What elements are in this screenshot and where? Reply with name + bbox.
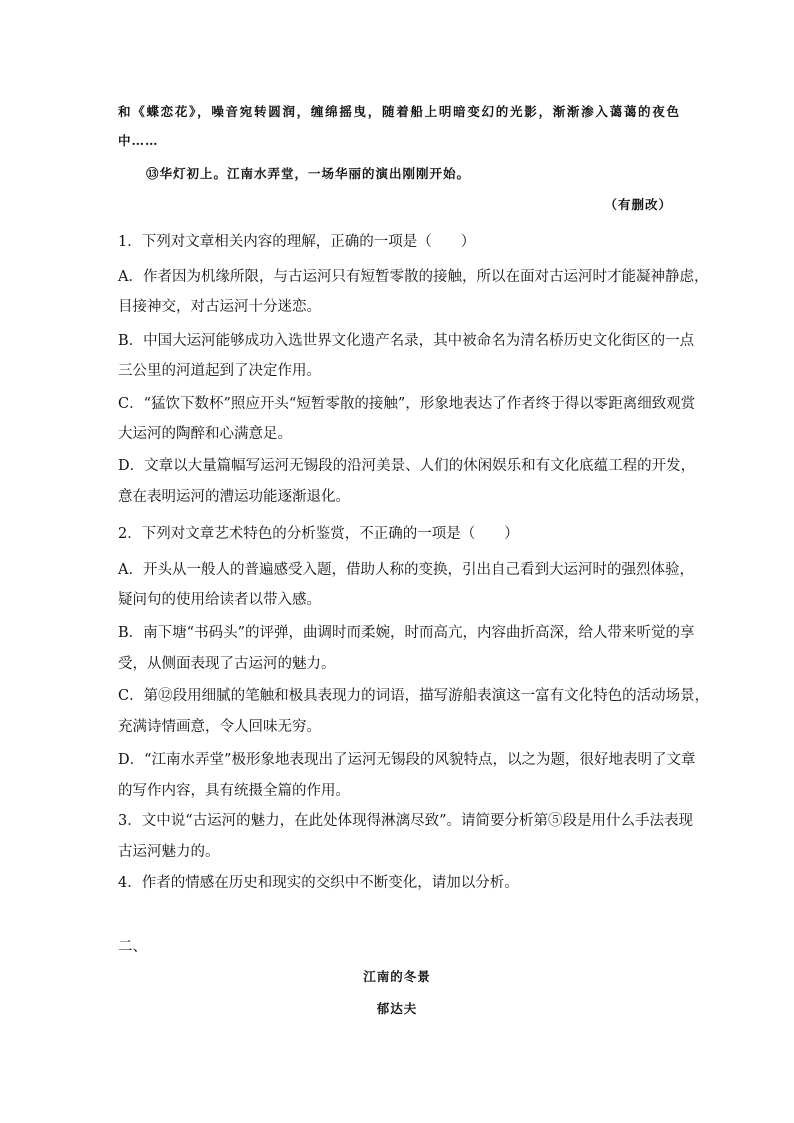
question-3-stem: 古运河魅力的。 bbox=[118, 844, 220, 860]
question-2-option-b: 受，从侧面表现了古运河的魅力。 bbox=[118, 656, 336, 672]
passage-line: 中…… bbox=[118, 133, 159, 148]
question-2-option-c: C．第⑫段用细腻的笔触和极具表现力的词语，描写游船表演这一富有文化特色的活动场景， bbox=[118, 688, 710, 704]
question-2-option-a: A．开头从一般人的普遍感受入题，借助人称的变换，引出自己看到大运河时的强烈体验， bbox=[118, 562, 694, 578]
revision-note: （有删改） bbox=[604, 197, 672, 212]
question-1-option-c: C．“猛饮下数杯”照应开头“短暂零散的接触”，形象地表达了作者终于得以零距离细致观赏 bbox=[118, 396, 696, 412]
question-1-stem: 1．下列对文章相关内容的理解，正确的一项是（ ） bbox=[118, 234, 476, 250]
question-1-option-b: 三公里的河道起到了决定作用。 bbox=[118, 363, 321, 379]
question-2-option-c: 充满诗情画意，令人回味无穷。 bbox=[118, 719, 321, 735]
question-1-option-d: 意在表明运河的漕运功能逐渐退化。 bbox=[118, 489, 350, 505]
question-2-option-d: D．“江南水弄堂”极形象地表现出了运河无锡段的风貌特点，以之为题，很好地表明了文章 bbox=[118, 752, 696, 768]
question-4-stem: 4．作者的情感在历史和现实的交织中不断变化，请加以分析。 bbox=[118, 875, 519, 891]
question-2-option-d: 的写作内容，具有统摄全篇的作用。 bbox=[118, 783, 350, 799]
question-1-option-c: 大运河的陶醉和心满意足。 bbox=[118, 426, 292, 442]
question-2-option-b: B．南下塘“书码头”的评弹，曲调时而柔婉，时而高亢，内容曲折高深，给人带来听觉的享 bbox=[118, 625, 695, 641]
passage-paragraph-13: ⑬华灯初上。江南水弄堂，一场华丽的演出刚刚开始。 bbox=[146, 166, 471, 181]
question-3-stem: 3．文中说“古运河的魅力，在此处体现得淋漓尽致”。请简要分析第⑤段是用什么手法表现 bbox=[118, 813, 694, 829]
section-number: 二、 bbox=[118, 939, 147, 955]
question-1-option-a: 目接神交，对古运河十分迷恋。 bbox=[118, 299, 321, 315]
article-author: 郁达夫 bbox=[376, 1001, 418, 1016]
question-2-option-a: 疑问句的使用给读者以带入感。 bbox=[118, 592, 321, 608]
passage-line: 和《蝶恋花》，噪音宛转圆润，缠绵摇曳，随着船上明暗变幻的光影，渐渐渗入蔼蔼的夜色 bbox=[118, 104, 680, 119]
question-2-stem: 2．下列对文章艺术特色的分析鉴赏，不正确的一项是（ ） bbox=[118, 526, 519, 542]
question-1-option-b: B．中国大运河能够成功入选世界文化遗产名录，其中被命名为清名桥历史文化街区的一点 bbox=[118, 333, 695, 349]
article-title: 江南的冬景 bbox=[363, 969, 431, 984]
question-1-option-a: A．作者因为机缘所限，与古运河只有短暂零散的接触，所以在面对古运河时才能凝神静虑， bbox=[118, 269, 709, 285]
question-1-option-d: D．文章以大量篇幅写运河无锡段的沿河美景、人们的休闲娱乐和有文化底蕴工程的开发， bbox=[118, 458, 696, 474]
